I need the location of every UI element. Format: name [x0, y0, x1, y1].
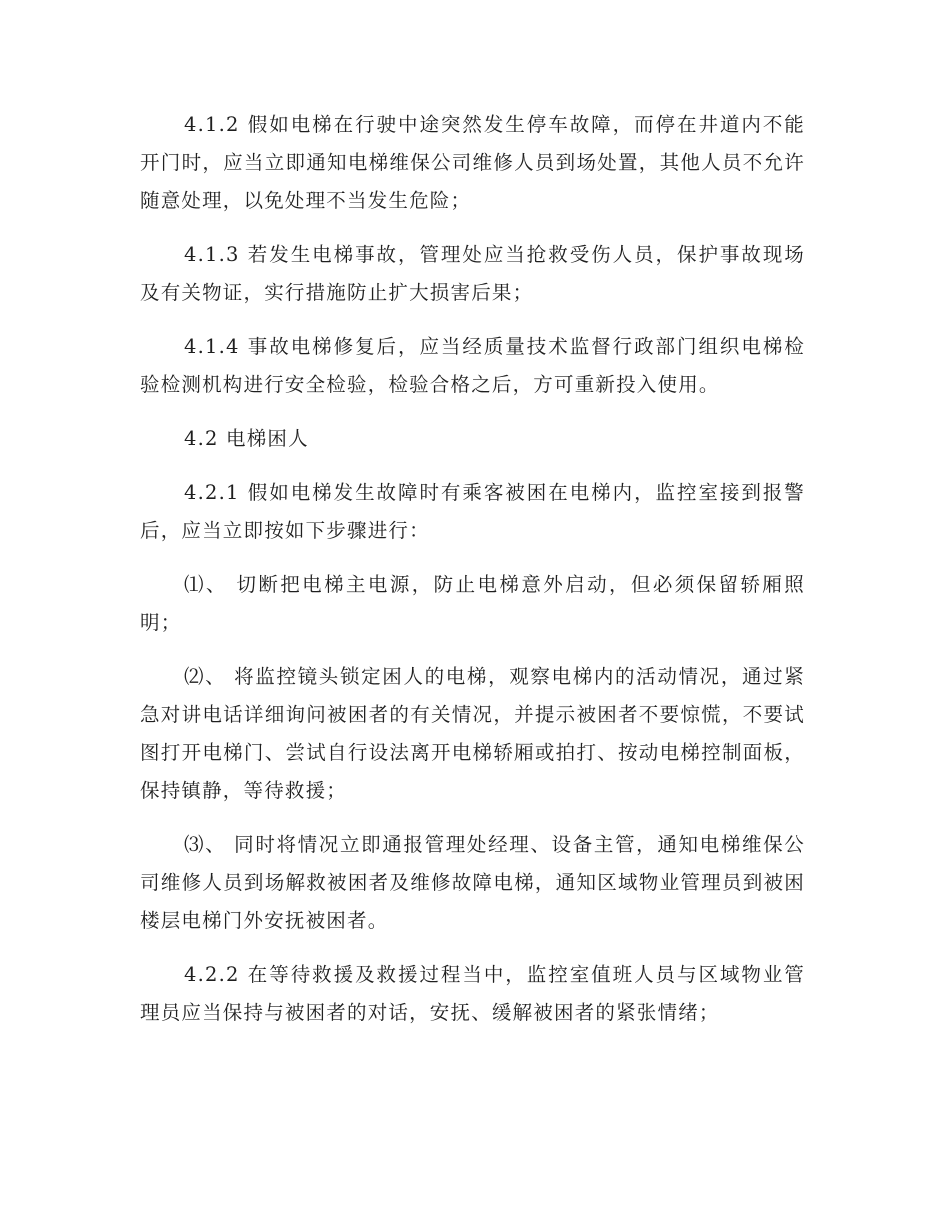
paragraph-4-1-3: 4.1.3 若发生电梯事故，管理处应当抢救受伤人员，保护事故现场及有关物证，实行措施防止扩大损害后果； [140, 243, 805, 304]
paragraph-4-1-4: 4.1.4 事故电梯修复后，应当经质量技术监督行政部门组织电梯检验检测机构进行安全检验，检验合格之后，方可重新投入使用。 [140, 335, 805, 396]
step-2: ⑵、 将监控镜头锁定困人的电梯，观察电梯内的活动情况，通过紧急对讲电话详细询问被困者的有关情况，并提示被困者不要惊慌，不要试图打开电梯门、尝试自行设法离开电梯轿厢或拍打、按动电梯控制面板，保持镇静，等待救援； [140, 665, 805, 802]
document-page [140, 106, 805, 1048]
step-1: ⑴、 切断把电梯主电源，防止电梯意外启动，但必须保留轿厢照明； [140, 573, 805, 634]
paragraph-4-2-1: 4.2.1 假如电梯发生故障时有乘客被困在电梯内，监控室接到报警后，应当立即按如下步骤进行： [140, 481, 805, 542]
paragraph-4-1-2: 4.1.2 假如电梯在行驶中途突然发生停车故障，而停在井道内不能开门时，应当立即通知电梯维保公司维修人员到场处置，其他人员不允许随意处理，以免处理不当发生危险； [140, 113, 805, 212]
step-3: ⑶、 同时将情况立即通报管理处经理、设备主管，通知电梯维保公司维修人员到场解救被困者及维修故障电梯，通知区域物业管理员到被困楼层电梯门外安抚被困者。 [140, 833, 805, 932]
paragraph-4-2-2: 4.2.2 在等待救援及救援过程当中，监控室值班人员与区域物业管理员应当保持与被困者的对话，安抚、缓解被困者的紧张情绪； [140, 963, 805, 1024]
section-heading-4-2: 4.2 电梯困人 [184, 427, 309, 450]
